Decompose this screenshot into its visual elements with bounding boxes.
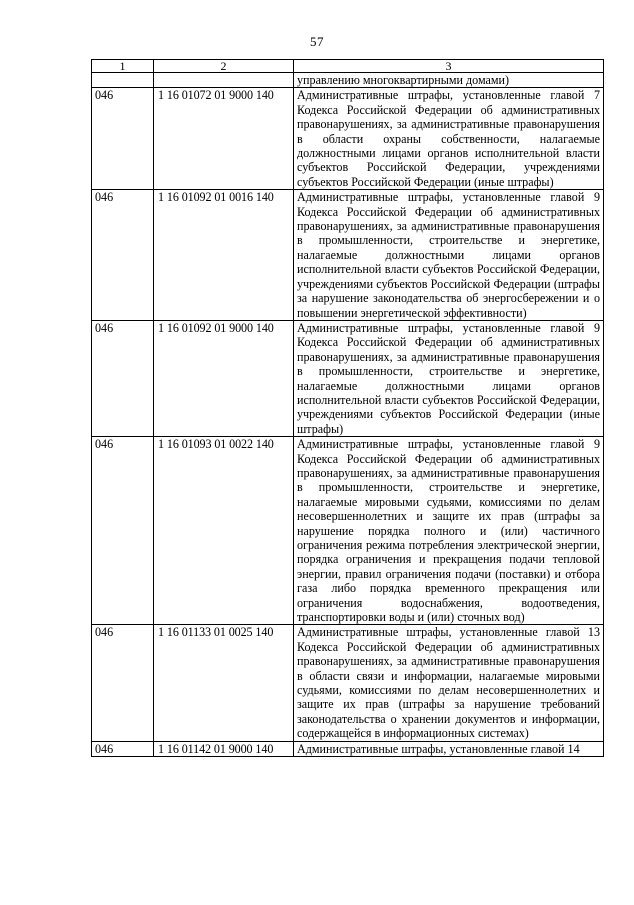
table-row — [92, 741, 604, 756]
description-cell: Административные штрафы, установленные главой 9 Кодекса Российской Федерации об административных правонарушениях, за административные правонарушения в промышленности, строительстве и энергетике, налагаемые должностными лицами органов исполнительной власти субъектов Российской Федерации, учреждениями субъектов Российской Федерации (иные штрафы) — [294, 320, 604, 436]
budget-codes-table — [91, 59, 604, 757]
admin-code-cell: 046 — [92, 88, 154, 190]
description-cell: Административные штрафы, установленные главой 14 — [294, 741, 604, 756]
admin-code-cell: 046 — [92, 741, 154, 756]
table-row — [92, 437, 604, 625]
table-row — [92, 190, 604, 321]
budget-code-cell: 1 16 01133 01 0025 140 — [154, 625, 294, 741]
table-row — [92, 88, 604, 190]
table-row — [92, 625, 604, 741]
continuation-row — [92, 73, 604, 88]
table-header-row — [92, 60, 604, 73]
description-cell: Административные штрафы, установленные главой 9 Кодекса Российской Федерации об административных правонарушениях, за административные правонарушения в промышленности, строительстве и энергетике, налагаемые мировыми судьями, комиссиями по делам несовершеннолетних и защите их прав (штрафы за нарушение порядка полного и (или) частичного ограничения режима потребления электрической энергии, порядка ограничения и прекращения подачи тепловой энергии, правил ограничения подачи (поставки) и отбора газа либо порядка временного прекращения или ограничения водоснабжения, водоотведения, транспортировки воды и (или) сточных вод) — [294, 437, 604, 625]
budget-code-cell: 1 16 01092 01 9000 140 — [154, 320, 294, 436]
budget-code-cell: 1 16 01142 01 9000 140 — [154, 741, 294, 756]
column-header-1: 1 — [92, 60, 154, 73]
budget-code-cell: 1 16 01093 01 0022 140 — [154, 437, 294, 625]
page-number: 57 — [310, 34, 324, 49]
column-header-3: 3 — [294, 60, 604, 73]
column-header-2: 2 — [154, 60, 294, 73]
empty-cell — [154, 73, 294, 88]
continuation-text: управлению многоквартирными домами) — [294, 73, 604, 88]
budget-code-cell: 1 16 01092 01 0016 140 — [154, 190, 294, 321]
admin-code-cell: 046 — [92, 320, 154, 436]
admin-code-cell: 046 — [92, 625, 154, 741]
description-cell: Административные штрафы, установленные главой 9 Кодекса Российской Федерации об административных правонарушениях, за административные правонарушения в промышленности, строительстве и энергетике, налагаемые должностными лицами органов исполнительной власти субъектов Российской Федерации, учреждениями субъектов Российской Федерации (штрафы за нарушение законодательства об энергосбережении и о повышении энергетической эффективности) — [294, 190, 604, 321]
budget-code-cell: 1 16 01072 01 9000 140 — [154, 88, 294, 190]
empty-cell — [92, 73, 154, 88]
admin-code-cell: 046 — [92, 190, 154, 321]
description-cell: Административные штрафы, установленные главой 7 Кодекса Российской Федерации об административных правонарушениях, за административные правонарушения в области охраны собственности, налагаемые должностными лицами органов исполнительной власти субъектов Российской Федерации, учреждениями субъектов Российской Федерации (иные штрафы) — [294, 88, 604, 190]
description-cell: Административные штрафы, установленные главой 13 Кодекса Российской Федерации об административных правонарушениях, за административные правонарушения в области связи и информации, налагаемые мировыми судьями, комиссиями по делам несовершеннолетних и защите их прав (штрафы за нарушение требований законодательства о хранении документов и информации, содержащейся в информационных системах) — [294, 625, 604, 741]
table-row — [92, 320, 604, 436]
admin-code-cell: 046 — [92, 437, 154, 625]
